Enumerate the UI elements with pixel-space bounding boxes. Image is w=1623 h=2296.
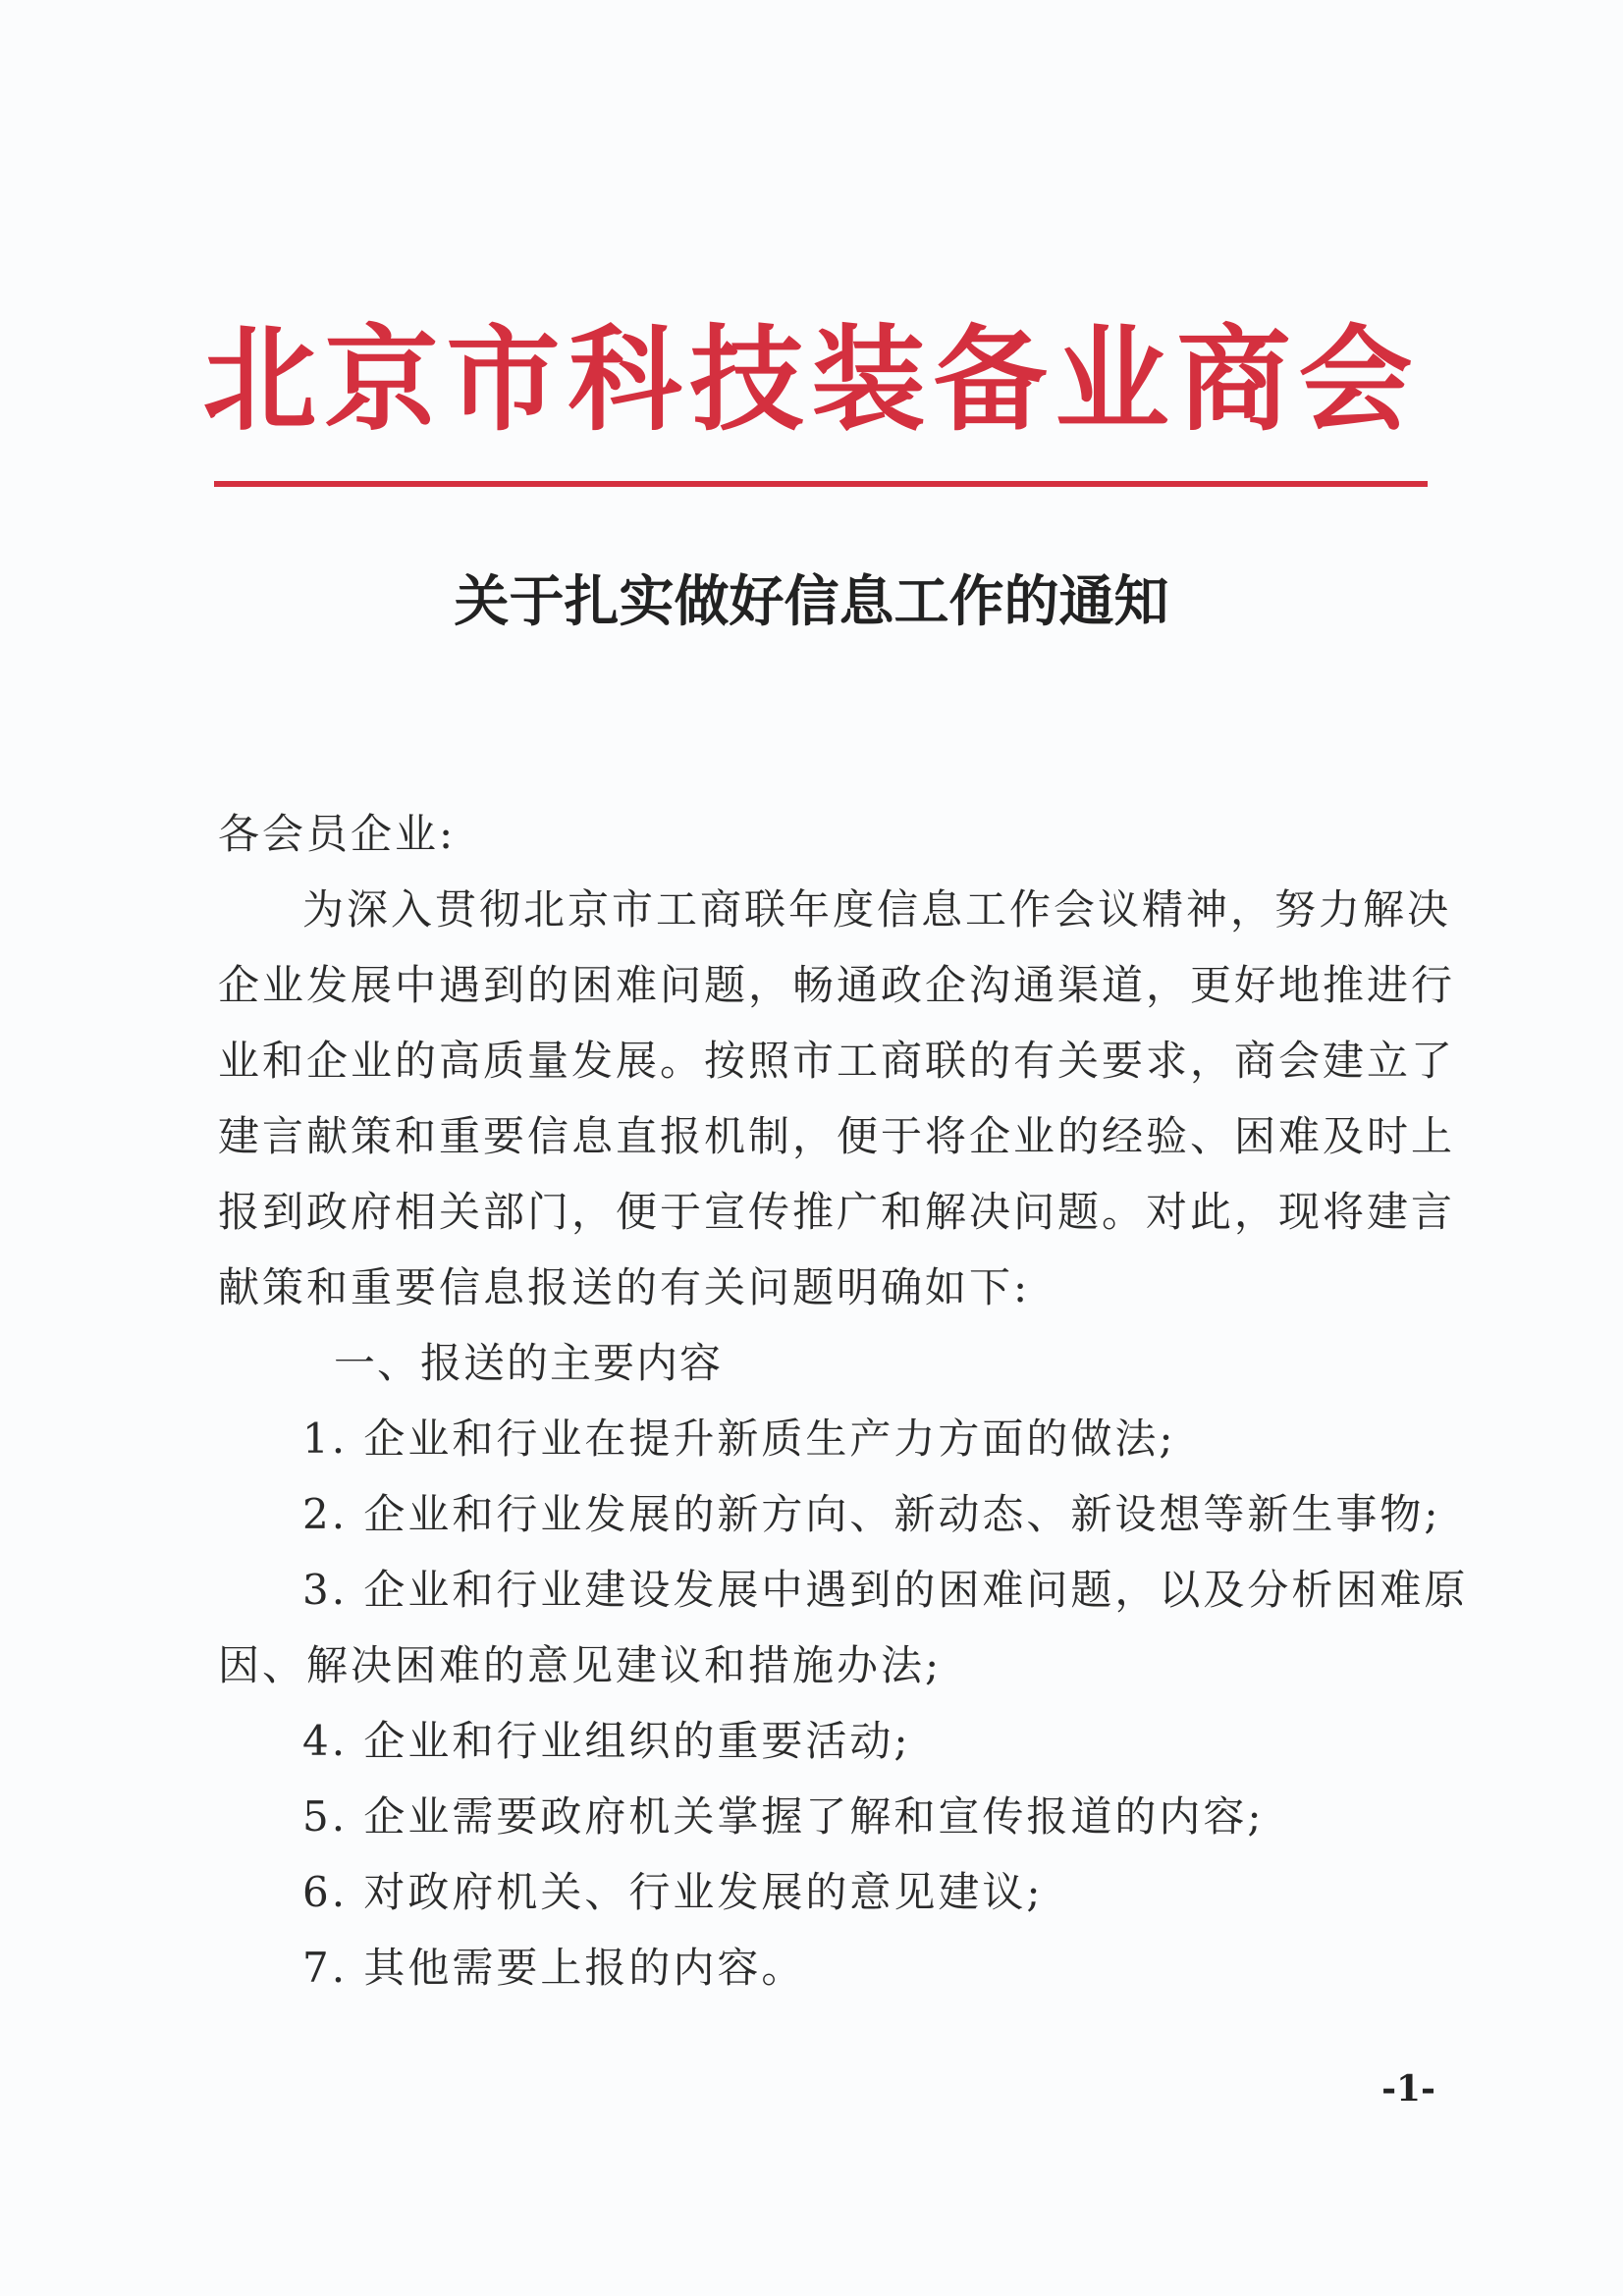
salutation: 各会员企业: [218,810,457,858]
document-title: 关于扎实做好信息工作的通知 [454,569,1169,634]
paragraph-line: 业和企业的高质量发展。按照市工商联的有关要求，商会建立了 [218,1037,1456,1085]
paragraph-line: 建言献策和重要信息直报机制，便于将企业的经验、困难及时上 [218,1112,1456,1160]
list-item: 5. 企业需要政府机关掌握了解和宣传报道的内容; [302,1792,1265,1841]
paragraph-line: 报到政府相关部门，便于宣传推广和解决问题。对此，现将建言 [218,1188,1456,1236]
list-item: 因、解决困难的意见建议和措施办法; [218,1641,943,1689]
list-item: 1. 企业和行业在提升新质生产力方面的做法; [302,1415,1176,1463]
page-number: -1- [1381,2068,1435,2109]
organization-name: 北京市科技装备业商会 [202,314,1421,447]
list-item: 2. 企业和行业发展的新方向、新动态、新设想等新生事物; [302,1490,1441,1538]
paragraph-line: 企业发展中遇到的困难问题，畅通政企沟通渠道，更好地推进行 [218,961,1456,1009]
red-header-rule [214,481,1428,487]
list-item: 3. 企业和行业建设发展中遇到的困难问题，以及分析困难原 [302,1566,1469,1614]
list-item: 7. 其他需要上报的内容。 [302,1944,806,1992]
list-item: 4. 企业和行业组织的重要活动; [302,1717,911,1765]
section-heading: 一、报送的主要内容 [334,1339,724,1387]
list-item: 6. 对政府机关、行业发展的意见建议; [302,1868,1044,1916]
paragraph-line: 为深入贯彻北京市工商联年度信息工作会议精神，努力解决 [302,885,1452,934]
paragraph-line: 献策和重要信息报送的有关问题明确如下: [218,1263,1031,1311]
